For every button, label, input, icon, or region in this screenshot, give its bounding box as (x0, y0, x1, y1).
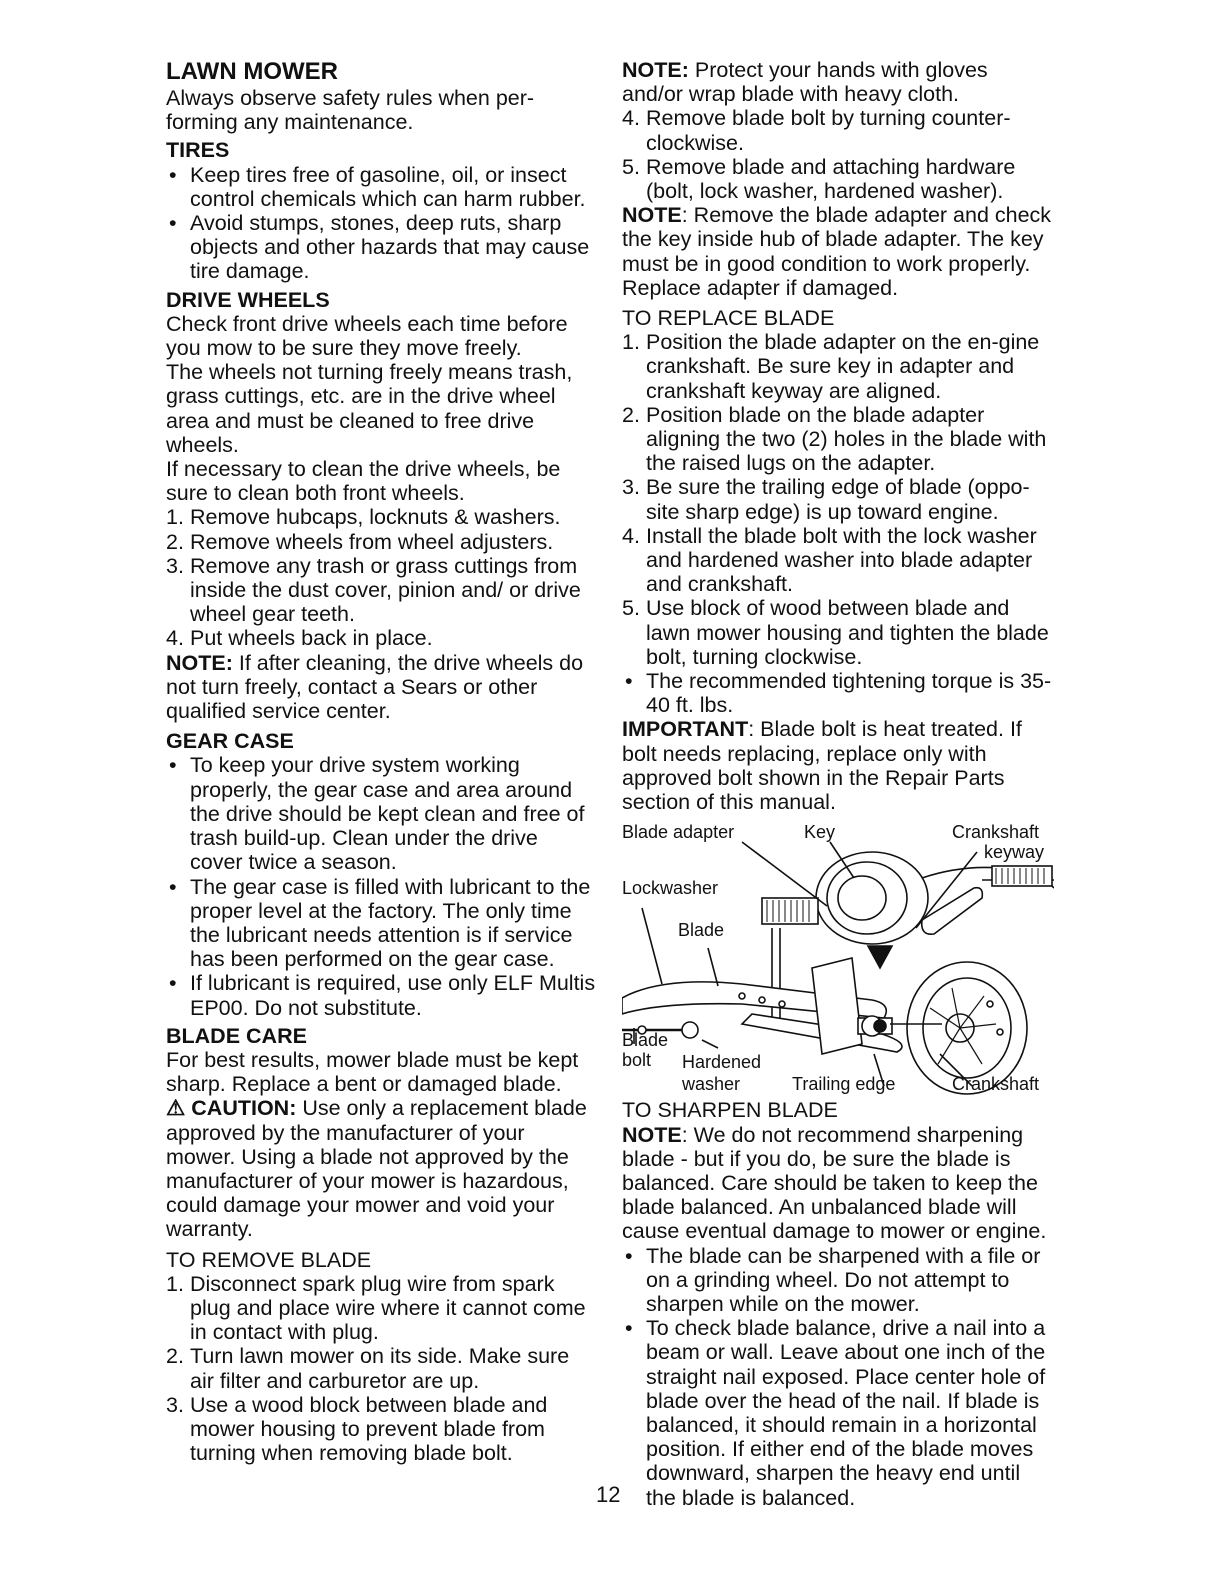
list-item: • To check blade balance, drive a nail into a beam or wall. Leave about one inch of the straight nail exposed. Place center hole of blade over the head of the nail. If blade is balanced, it should remain in a horizontal position. If either end of the blade moves downward, sharpen the heavy end until the blade is balanced. (622, 1316, 1054, 1510)
left-column (166, 58, 596, 1465)
drive-wheels-steps (166, 505, 596, 650)
right-column (622, 58, 1054, 1510)
blade-assembly-figure (622, 818, 1054, 1098)
list-item: 5. Remove blade and attaching hardware (bolt, lock washer, hardened washer). (622, 154, 1016, 204)
list-item: 4. Put wheels back in place. (166, 626, 433, 651)
heading-blade-care: BLADE CARE (166, 1023, 307, 1048)
list-item: 3. Be sure the trailing edge of blade (oppo-site sharp edge) is up toward engine. (622, 475, 1030, 524)
heading-remove-blade: TO REMOVE BLADE (166, 1247, 372, 1272)
gear-case-list (166, 753, 596, 1019)
tires-list (166, 163, 596, 284)
sharpen-note: NOTE: We do not recommend sharpening blade - but if you do, be sure the blade is balanced. Care should be taken to keep the blade balanced. An unbalanced blade will cause eventual damage to mower or engine. (622, 1122, 1047, 1244)
label-key: Key (804, 822, 836, 843)
list-item: 4. Install the blade bolt with the lock washer and hardened washer into blade adapter and crankshaft. (622, 523, 1037, 597)
intro-text: Always observe safety rules when per-forming any maintenance. (166, 86, 535, 135)
list-item: 1. Disconnect spark plug wire from spark plug and place wire where it cannot come in contact with plug. (166, 1271, 586, 1345)
list-item: 4. Remove blade bolt by turning counter-clockwise. (622, 106, 1011, 155)
caution-paragraph: ⚠ CAUTION: Use only a replacement blade approved by the manufacturer of your mower. Using a blade not approved by the manufacturer of your mower is hazardous, could damage your mower and void your warranty. (166, 1096, 587, 1242)
sharpen-list (622, 1244, 1054, 1510)
list-item: • Avoid stumps, stones, deep ruts, sharp objects and other hazards that may cause tire damage. (166, 211, 596, 284)
heading-sharpen-blade: TO SHARPEN BLADE (622, 1098, 838, 1123)
gloves-note: NOTE: Protect your hands with gloves and/or wrap blade with heavy cloth. (622, 58, 988, 107)
list-item: 2. Turn lawn mower on its side. Make sure air filter and carburetor are up. (166, 1344, 570, 1393)
important-paragraph: IMPORTANT: Blade bolt is heat treated. If bolt needs replacing, replace only with approved bolt shown in the Repair Parts section of this manual. (622, 717, 1022, 815)
heading-tires: TIRES (166, 138, 230, 163)
heading-gear-case: GEAR CASE (166, 729, 294, 754)
label-blade-adapter: Blade adapter (622, 822, 735, 843)
list-item: 1. Remove hubcaps, locknuts & washers. (166, 505, 561, 530)
blade-care-paragraph: For best results, mower blade must be kept sharp. Replace a bent or damaged blade. (166, 1047, 579, 1097)
list-item: • Keep tires free of gasoline, oil, or insect control chemicals which can harm rubber. (166, 163, 596, 211)
list-item: 5. Use block of wood between blade and lawn mower housing and tighten the blade bolt, turning clockwise. (622, 596, 1049, 669)
label-lockwasher: Lockwasher (622, 878, 719, 899)
list-item: 2. Position blade on the blade adapter aligning the two (2) holes in the blade with the raised lugs on the adapter. (622, 402, 1047, 476)
list-item: • The blade can be sharpened with a file or on a grinding wheel. Do not attempt to sharpen while on the mower. (622, 1244, 1054, 1317)
drive-wheels-paragraph: The wheels not turning freely means trash, grass cuttings, etc. are in the drive wheel area and must be cleaned to free drive wheels. (166, 360, 573, 457)
drive-wheels-note: NOTE: If after cleaning, the drive wheels do not turn freely, contact a Sears or other qualified service center. (166, 650, 584, 724)
drive-wheels-paragraph: Check front drive wheels each time before you mow to be sure they move freely. (166, 311, 568, 361)
label-crankshaft: Crankshaft (952, 1074, 1040, 1095)
drive-wheels-paragraph: If necessary to clean the drive wheels, be sure to clean both front wheels. (166, 457, 561, 506)
torque-list (622, 669, 1054, 717)
heading-drive-wheels: DRIVE WHEELS (166, 287, 330, 312)
replace-blade-steps (622, 330, 1054, 669)
section-title-lawn-mower: LAWN MOWER (166, 58, 338, 85)
warning-icon: ⚠ (166, 1096, 186, 1121)
label-hardened-washer-2: washer (682, 1074, 741, 1095)
label-trailing-edge: Trailing edge (792, 1074, 896, 1095)
list-item: 2. Remove wheels from wheel adjusters. (166, 529, 554, 554)
list-item: • To keep your drive system working properly, the gear case and area around the drive should be kept clean and free of trash build-up. Clean under the drive cover twice a season. (166, 753, 596, 874)
label-crankshaft-keyway: Crankshaft (952, 822, 1040, 843)
list-item: • The recommended tightening torque is 35-40 ft. lbs. (622, 669, 1054, 717)
label-blade-bolt: Blade (622, 1030, 669, 1051)
adapter-note: NOTE: Remove the blade adapter and check the key inside hub of blade adapter. The key must be in good condition to work properly. Replace adapter if damaged. (622, 203, 1052, 300)
heading-replace-blade: TO REPLACE BLADE (622, 306, 835, 331)
remove-blade-steps (166, 1272, 596, 1466)
list-item: 1. Position the blade adapter on the en-gine crankshaft. Be sure key in adapter and crankshaft keyway are aligned. (622, 330, 1040, 403)
list-item: • If lubricant is required, use only ELF Multis EP00. Do not substitute. (166, 971, 596, 1019)
label-blade: Blade (678, 920, 725, 941)
remove-blade-steps-continued (622, 106, 1054, 203)
list-item: • The gear case is filled with lubricant to the proper level at the factory. The only time the lubricant needs attention is if service has been performed on the gear case. (166, 875, 596, 972)
list-item: 3. Use a wood block between blade and mower housing to prevent blade from turning when removing blade bolt. (166, 1392, 548, 1466)
label-crankshaft-keyway-2: keyway (984, 842, 1045, 863)
label-blade-bolt-2: bolt (622, 1050, 652, 1071)
page-number: 12 (596, 1482, 621, 1507)
label-hardened-washer: Hardened (682, 1052, 762, 1073)
list-item: 3. Remove any trash or grass cuttings from inside the dust cover, pinion and/ or drive wheel gear teeth. (166, 553, 581, 627)
